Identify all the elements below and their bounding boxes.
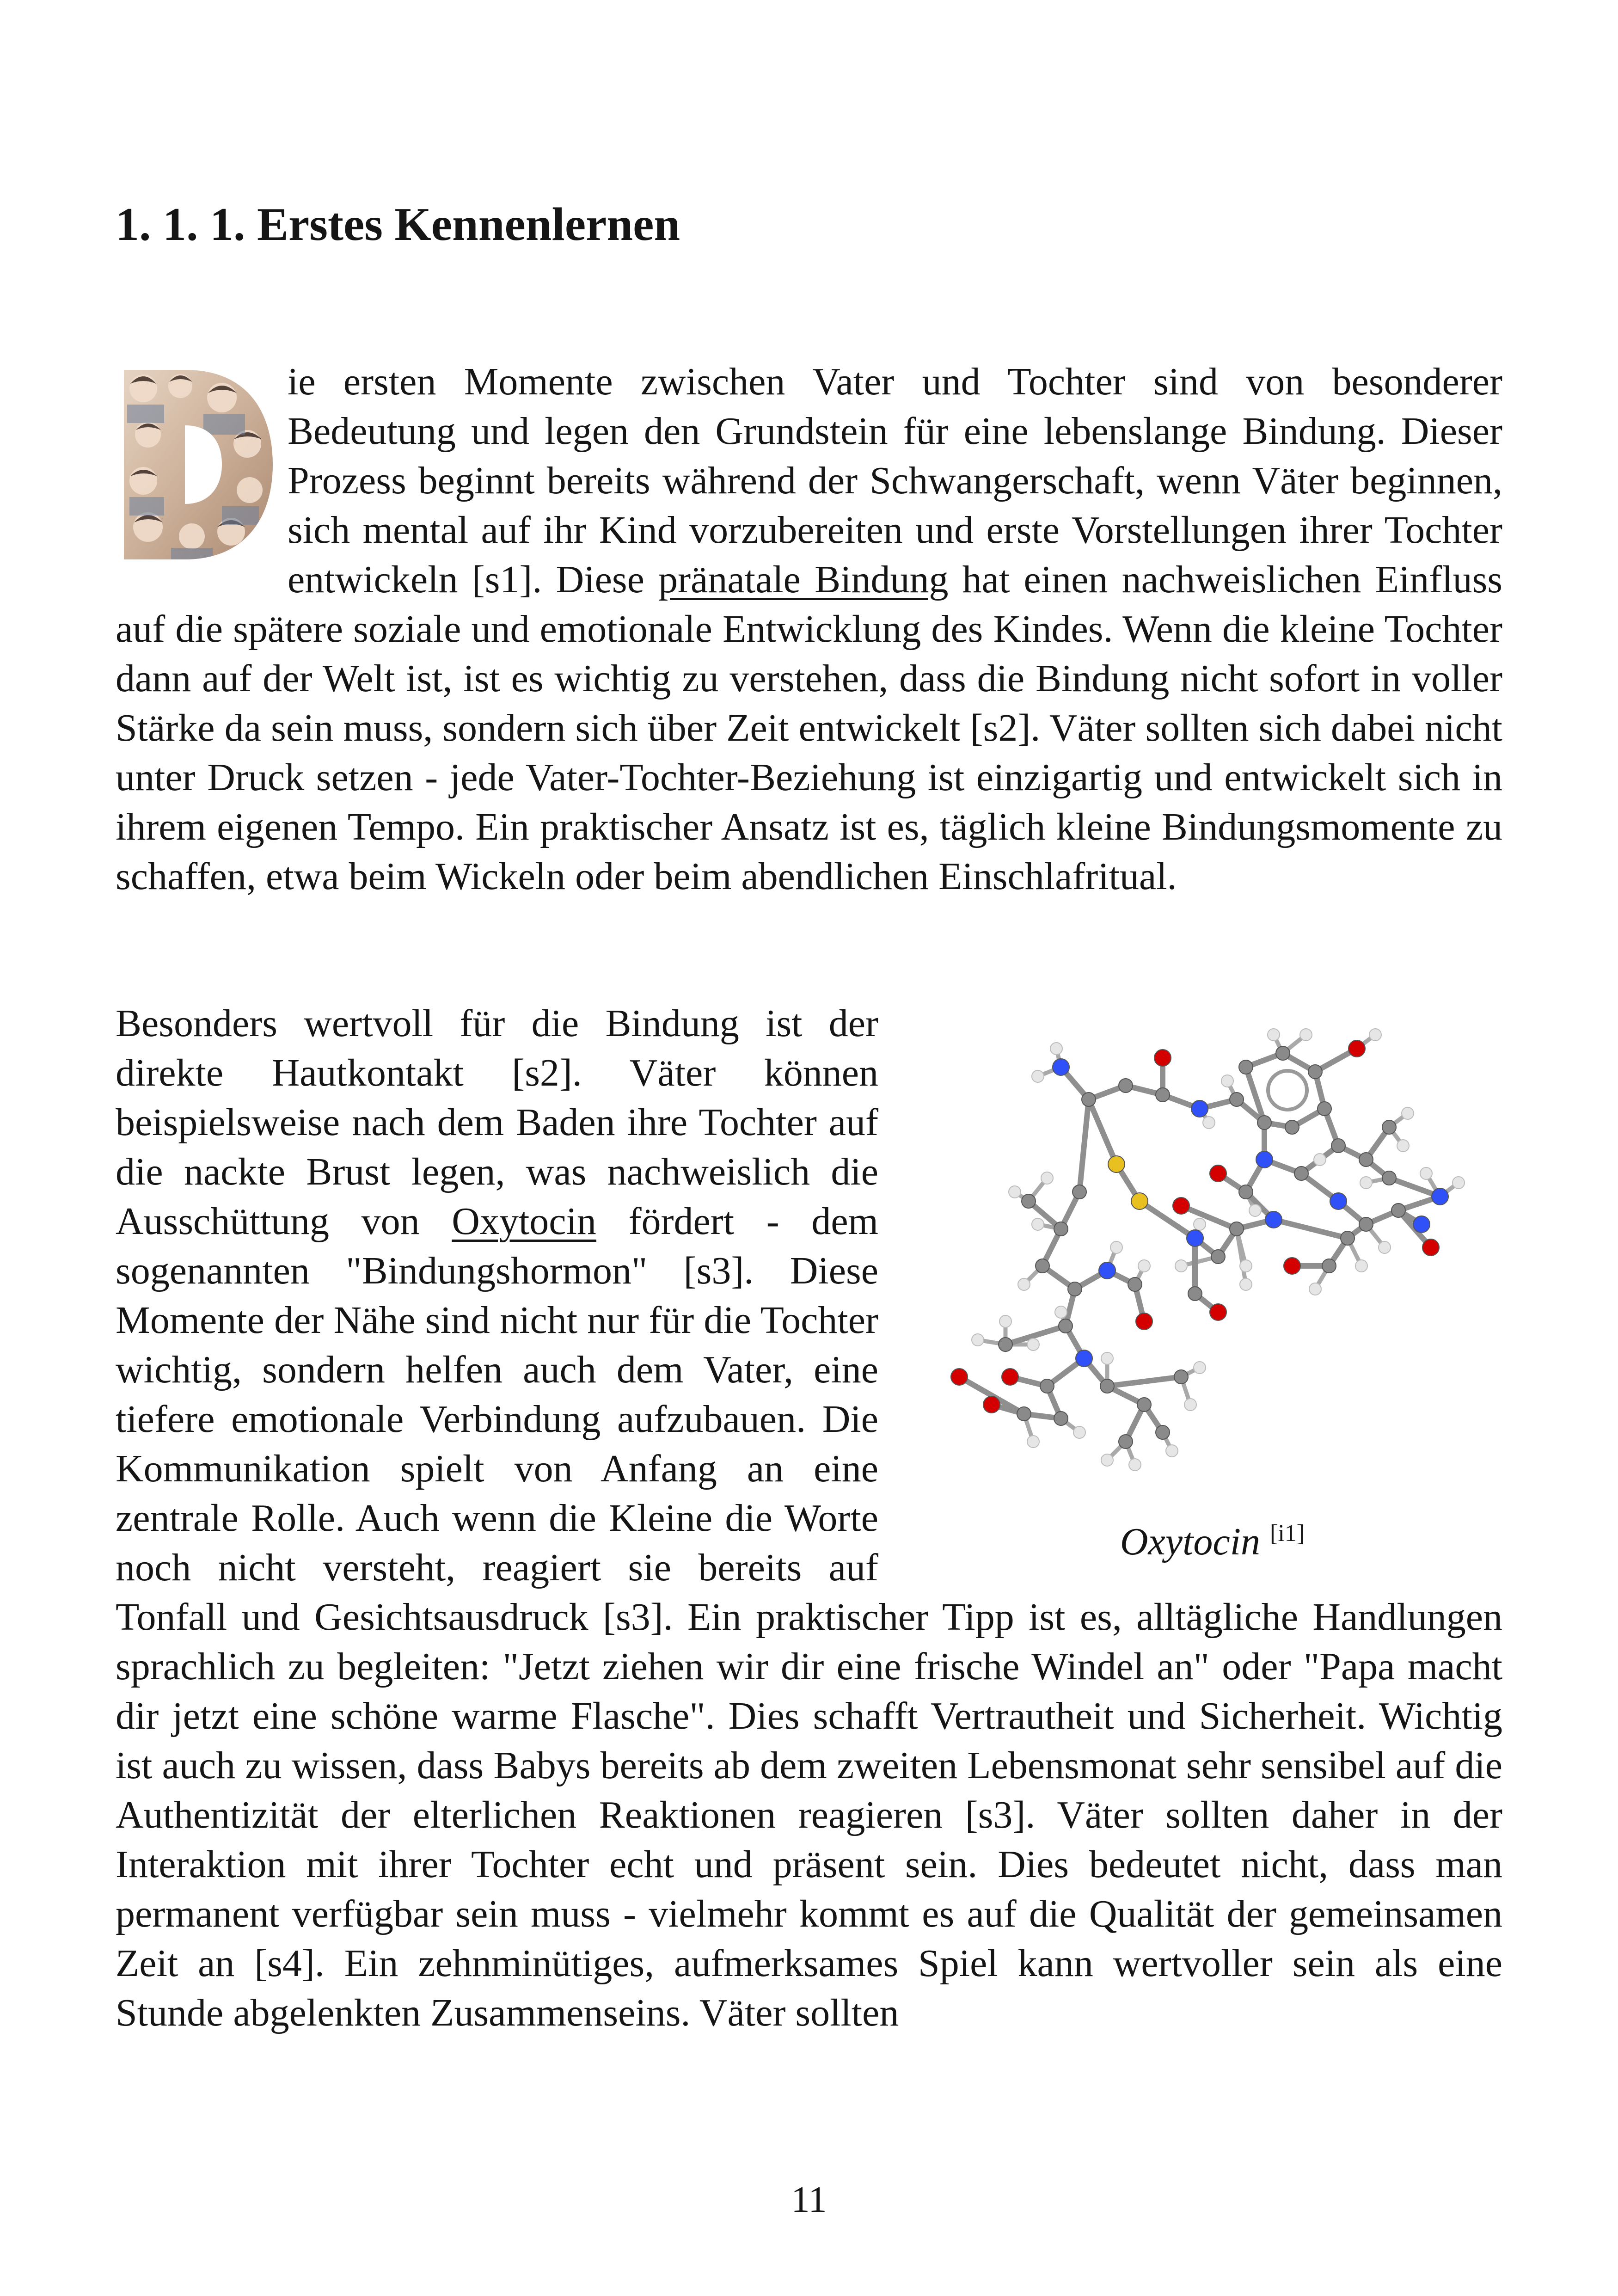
paragraph-text: Besonders wertvoll für die Bindung ist der direkte Hautkontakt [s2]. Väter können beispielsweise nach dem Baden ihre Tochter auf die nackte Brust legen, was nachweislich die Ausschüttung von [116, 1002, 878, 1243]
paragraph-skin-contact [116, 999, 1502, 2038]
paragraph-text: hat einen nachweislichen Einfluss auf die spätere soziale und emotionale Entwicklung des Kindes. Wenn die kleine Tochter dann auf der Welt ist, ist es wichtig zu verstehen, dass die Bindung nicht sofort in voller Stärke da sein muss, sondern sich über Zeit entwickelt [s2]. Väter sollten sich dabei nicht unter Druck setzen - jede Vater-Tochter-Beziehung ist einzigartig und entwickelt sich in ihrem eigenen Tempo. Ein praktischer Ansatz ist es, täglich kleine Bindungsmomente zu schaffen, etwa beim Wickeln oder beim abendlichen Einschlafritual. [116, 558, 1502, 898]
caption-text: Oxytocin [1120, 1520, 1261, 1563]
oxytocin-figure [922, 999, 1502, 1583]
oxytocin-molecule-image [922, 1007, 1502, 1511]
page-number: 11 [791, 2179, 827, 2220]
paragraph-text: ie ersten Momente zwischen Vater und Tochter sind von besonderer Bedeutung und legen den Grundstein für eine lebenslange Bindung. Dieser Prozess beginnt bereits während der Schwangerschaft, wenn Väter beginnen, sich mental auf ihr Kind vorzubereiten und erste Vorstellungen ihrer Tochter entwickeln [s1]. Diese [288, 360, 1502, 601]
link-oxytocin[interactable]: Oxytocin [452, 1200, 596, 1243]
paragraph-intro [116, 357, 1502, 901]
section-heading: 1. 1. 1. Erstes Kennenlernen [116, 198, 680, 251]
paragraph-text: fördert - dem sogenannten "Bindungshormon" [s3]. Diese Momente der Nähe sind nicht nur für die Tochter wichtig, sondern helfen auch dem Vater, eine tiefere emotionale Verbindung aufzubauen. Die Kommunikation spielt von Anfang an eine zentrale Rolle. Auch wenn die Kleine die Worte noch nicht versteht, reagiert sie bereits auf Tonfall und Gesichtsausdruck [s3]. Ein praktischer Tipp ist es, alltägliche Handlungen sprachlich zu begleiten: "Jetzt ziehen wir dir eine frische Windel an" oder "Papa macht dir jetzt eine schöne warme Flasche". Dies schafft Vertrautheit und Sicherheit. Wichtig ist auch zu wissen, dass Babys bereits ab dem zweiten Lebensmonat sehr sensibel auf die Authentizität der elterlichen Reaktionen reagieren [s3]. Väter sollten daher in der Interaktion mit ihrer Tochter echt und präsent sein. Dies bedeutet nicht, dass man permanent verfügbar sein muss - vielmehr kommt es auf die Qualität der gemeinsamen Zeit an [s4]. Ein zehnminütiges, aufmerksames Spiel kann wertvoller sein als eine Stunde abgelenkten Zusammenseins. Väter sollten [116, 1200, 1502, 2034]
figure-caption [922, 1519, 1502, 1565]
caption-reference: [i1] [1270, 1520, 1305, 1547]
link-praenatale-bindung[interactable]: pränatale Bindung [658, 558, 949, 601]
drop-cap-photo-collage [116, 365, 276, 564]
